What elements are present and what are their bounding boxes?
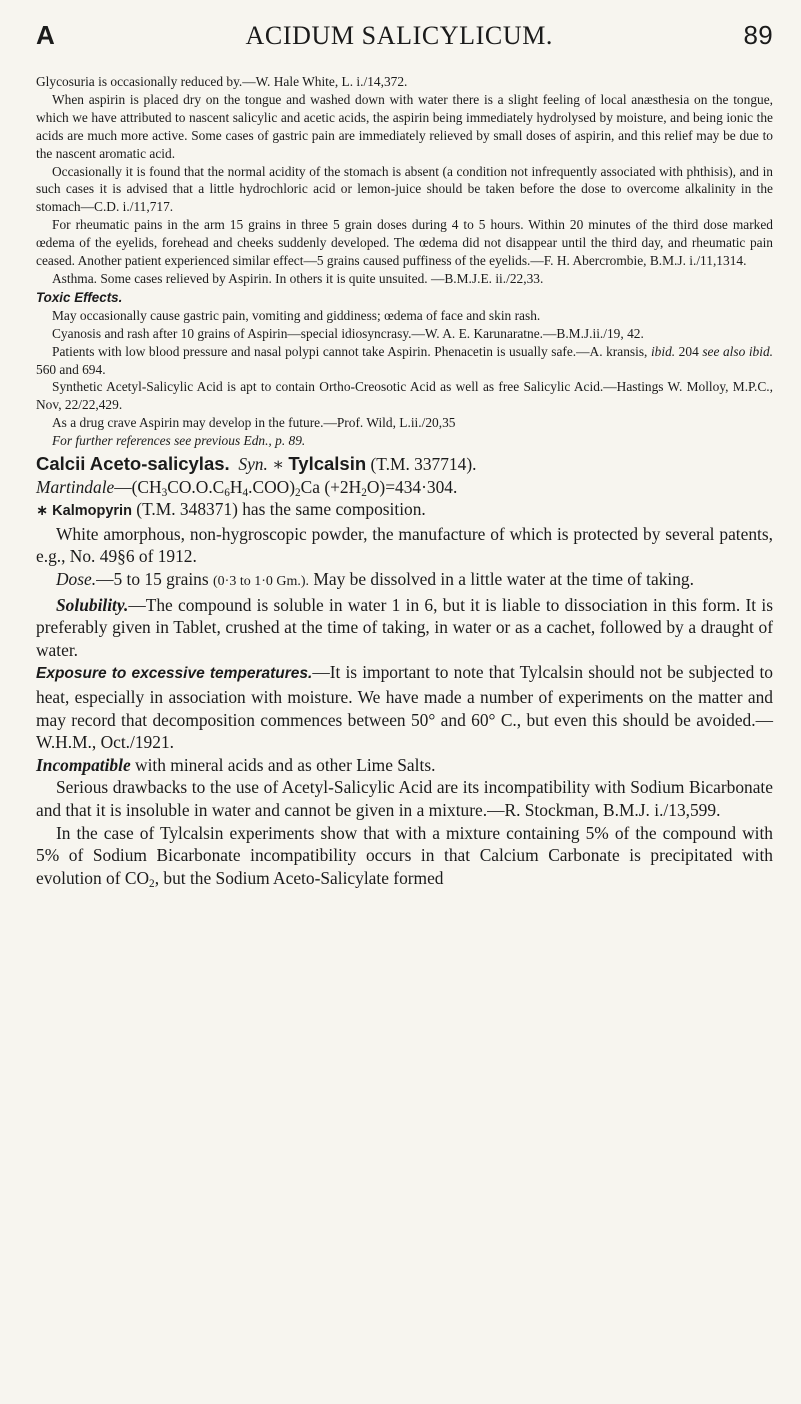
formula-part: CO.O.C [167,476,225,497]
text-run: see also ibid. [702,343,774,359]
paragraph: White amorphous, non-hygroscopic powder, the manufacture of which is protected by several patents, e.g., No. 49§6 of 1912. [36,523,773,567]
formula-subscript: 4 [242,486,249,499]
paragraph: As a drug crave Aspirin may develop in the future.—Prof. Wild, L.ii./20,35 [52,415,456,431]
paragraph: Glycosuria is occasionally reduced by.—W. Hale White, L. i./14,372. [36,74,408,89]
text-run: 204 [675,343,703,359]
paragraph: Occasionally it is found that the normal acidity of the stomach is absent (a condition not infrequently associated with phthisis), and in such cases it is advised that a little hydrochloric acid or lemon-juice should be taken before the dose to overcome alkalinity in the stomach—C.D. i./11,717. [36,163,773,215]
text-run: —5 to 15 grains [96,569,213,589]
paragraph: When aspirin is placed dry on the tongue and washed down with water there is a slight feeling of local anæsthesia on the tongue, which we have attributed to nascent salicylic and acetic acids, the aspirin being immediately hydrolysed by moisture, and being ionic the acids are much more active. Some cases of gastric pain are immediately relieved by small doses of aspirin, and this relief may be due to the nascent aromatic acid. [36,91,773,161]
text-run: Patients with low blood pressure and nasal polypi cannot take Aspirin. Phenacetin is usually safe.—A. kransis, [52,343,651,359]
paragraph: Synthetic Acetyl-Salicylic Acid is apt to contain Ortho-Creosotic Acid as well as free Salicylic Acid.—Hastings W. Molloy, M.P.C., Nov, 22/22,429. [36,379,773,413]
paragraph [36,822,773,890]
formula-part: —(CH [114,476,162,497]
page-number: 89 [743,20,773,50]
solubility-label: Solubility. [56,594,129,615]
section-letter: A [36,20,56,50]
paragraph [36,343,773,379]
formula-subscript: 3 [161,486,168,499]
calcii-heading [36,453,773,476]
text-run: May be dissolved in a little water at the time of taking. [309,569,694,589]
page-title: ACIDUM SALICYLICUM. [245,21,554,50]
paragraph: Serious drawbacks to the use of Acetyl-Salicylic Acid are its incompatibility with Sodium Bicarbonate and that it is insoluble in water and cannot be given in a mixture.—R. Stockman, B.M.J. i./13,599. [36,777,773,820]
text-run: ibid. [650,343,676,359]
formula-subscript: 2 [149,877,155,890]
calcii-section [36,453,773,889]
star-symbol: ∗ [267,454,289,475]
dose-metric: (0·3 to 1·0 Gm.). [213,574,310,589]
text-run: In the case of Tylcalsin experiments show that with a mixture containing 5% of the compound with 5% of Sodium Bicarbonate incompatibility occurs in that Calcium Carbonate is precipitated with evolution of CO [36,822,773,888]
text-run: —It is important to note that Tylcalsin should not be subjected to heat, especially in association with moisture. We have made a number of experiments on the matter and may record that decomposition commences between 50° and 60° C., but even this should be avoided.—W.H.M., Oct./1921. [36,662,773,753]
running-header [36,20,773,51]
formula-part: H [229,476,243,497]
martindale-ref: Martindale [36,476,115,497]
text-run: —The compound is soluble in water 1 in 6, but it is liable to dissociation in this form. It is preferably given in Tablet, crushed at the time of taking, in water or as a cachet, followed by a draught of water. [36,594,773,660]
solubility-paragraph [36,594,773,662]
book-page [36,20,773,889]
exposure-paragraph [36,661,773,753]
dose-label: Dose. [56,569,97,589]
text-run: (T.M. 348371) has the same composition. [131,499,426,520]
notes-section [36,73,773,450]
trademark-number: (T.M. 337714). [366,454,477,475]
paragraph: For rheumatic pains in the arm 15 grains in three 5 grain doses during 4 to 5 hours. Within 20 minutes of the third dose marked œdema of the eyelids, forehead and cheeks suddenly developed. The œdema did not disappear until the third day, and rheumatic pain ceased. Another patient experienced similar effect—5 grains caused puffiness of the eyelids.—F. H. Abercrombie, B.M.J. i./11,1314. [36,217,773,269]
text-run: with mineral acids and as other Lime Salts. [130,754,436,775]
text-run: 560 and 694. [36,361,106,377]
exposure-label: Exposure to excessive temperatures. [36,665,313,683]
paragraph-further-references: For further references see previous Edn., p. 89. [52,433,306,449]
formula-line [36,476,773,499]
formula-part: .COO) [248,476,295,497]
synonym-label: Syn. [238,454,268,475]
formula-subscript: 2 [295,486,301,499]
section-heading-toxic-effects [36,289,773,307]
paragraph: Cyanosis and rash after 10 grains of Aspirin—special idiosyncrasy.—W. A. E. Karunaratne.—B.M.J.ii./19, 42. [52,325,644,341]
formula-part: Ca (+2H [300,476,362,497]
incompatible-paragraph [36,754,773,777]
formula-part: O)=434·304. [366,476,458,497]
paragraph: Asthma. Some cases relieved by Aspirin. In others it is quite unsuited. —B.M.J.E. ii./22,33. [52,270,544,286]
kalmopyrin-name: ∗ Kalmopyrin [36,503,132,520]
toxic-effects-heading: Toxic Effects. [36,289,123,305]
incompatible-label: Incompatible [36,754,131,775]
text-run: , but the Sodium Aceto-Salicylate formed [154,867,444,888]
kalmopyrin-line [36,498,773,523]
formula-subscript: 2 [361,486,367,499]
calcii-title: Calcii Aceto-salicylas. [36,453,230,475]
tylcalsin-name: Tylcalsin [288,453,367,475]
formula-subscript: 6 [224,486,230,499]
dose-paragraph [36,568,773,594]
paragraph: May occasionally cause gastric pain, vomiting and giddiness; œdema of face and skin rash. [52,307,541,323]
